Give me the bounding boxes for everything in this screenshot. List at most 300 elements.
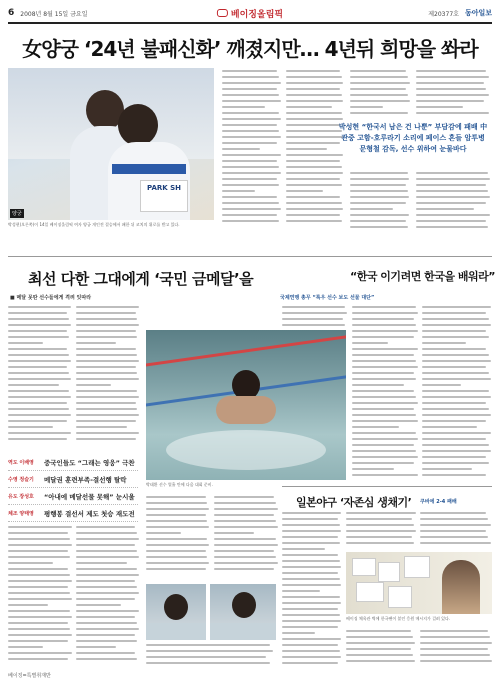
text-line [146,644,270,646]
text-line [416,88,486,90]
text-line [346,660,415,662]
text-line [76,384,111,386]
text-line [350,220,406,222]
quote-row [8,505,138,522]
article-column [420,512,492,548]
text-line [76,628,139,630]
text-line [352,330,418,332]
text-line [346,512,416,514]
quote-text: 중국인들도 “그래는 영웅” 극찬 [44,458,135,467]
text-line [222,100,281,102]
text-line [76,538,139,540]
quote-athlete: 체조 양태영 [8,510,34,517]
text-line [8,538,70,540]
text-line [350,76,408,78]
text-line [214,508,278,510]
text-line [282,324,345,326]
text-line [8,574,70,576]
text-line [214,562,278,564]
article-column [282,306,348,330]
text-line [416,94,489,96]
text-line [286,100,343,102]
text-line [282,644,338,646]
text-line [422,450,491,452]
text-line [8,562,53,564]
issue-date: 2008년 8월 15일 금요일 [20,10,88,18]
text-line [282,318,343,320]
article-column [76,526,140,666]
masthead-rule [8,22,492,24]
text-line [286,88,340,90]
text-line [422,360,491,362]
text-line [222,136,281,138]
text-line [76,532,137,534]
masthead [8,6,492,20]
text-line [286,118,343,120]
text-line [146,514,206,516]
text-line [76,420,136,422]
text-line [76,550,137,552]
text-line [222,106,265,108]
text-line [352,348,418,350]
text-line [416,178,490,180]
text-line [76,390,137,392]
text-line [352,378,416,380]
text-line [346,530,416,532]
section-divider [282,486,492,487]
text-line [8,378,71,380]
text-line [8,354,69,356]
text-line [8,402,67,404]
text-line [76,426,127,428]
text-line [422,408,489,410]
text-line [416,100,484,102]
text-line [8,414,71,416]
quote-text: 메달권 훈련부족-결선행 탈락 [44,475,127,484]
text-line [352,324,416,326]
text-line [222,202,279,204]
text-line [286,94,342,96]
text-line [76,342,116,344]
text-line [282,548,325,550]
text-line [8,586,68,588]
text-line [282,512,341,514]
quote-athlete: 수영 정슬기 [8,476,34,483]
text-line [346,630,411,632]
text-line [422,354,489,356]
text-line [420,654,490,656]
text-line [76,438,136,440]
text-line [8,634,72,636]
text-line [352,450,416,452]
quote-athlete: 유도 장성호 [8,493,34,500]
text-line [222,88,277,90]
text-line [282,560,340,562]
text-line [146,538,207,540]
text-line [286,160,340,162]
text-line [8,616,72,618]
text-line [214,520,276,522]
article-column [222,70,282,230]
text-line [422,396,491,398]
text-line [76,372,137,374]
article-column [350,172,410,232]
text-line [8,658,68,660]
text-line [222,178,277,180]
text-line [416,202,486,204]
japan-section-title: 일본야구 ‘자존심 생채기’ [296,496,412,509]
text-line [8,628,70,630]
photo-caption: 박성현(오른쪽)이 14일 베이징올림픽 여자 양궁 개인전 결승에서 패한 뒤 코치의 위로를 받고 있다. [8,222,180,227]
section-banner [217,7,283,20]
text-line [416,76,489,78]
text-line [8,532,68,534]
left-section-title: 최선 다한 그대에게 ‘국민 금메달’을 [28,270,254,288]
text-line [422,324,491,326]
text-line [352,420,418,422]
text-line [350,82,410,84]
quote-athlete: 역도 이배영 [8,459,34,466]
section-divider [8,256,492,257]
text-line [422,372,489,374]
article-column [8,526,72,666]
text-line [76,378,139,380]
text-line [214,544,278,546]
article-column [286,70,344,230]
text-line [420,524,491,526]
text-line [222,214,277,216]
text-line [76,592,139,594]
text-line [416,184,486,186]
article-column [352,306,418,480]
quote-row [8,471,138,488]
text-line [146,502,207,504]
text-line [352,390,414,392]
text-line [422,336,489,338]
text-line [76,622,137,624]
text-line [416,172,488,174]
text-line [352,456,418,458]
text-line [8,438,67,440]
text-line [8,604,48,606]
text-line [146,526,209,528]
text-line [222,160,277,162]
text-line [422,402,486,404]
right-section-title: “한국 이기려면 한국을 배워라” [350,270,495,283]
text-line [352,462,414,464]
text-line [8,312,67,314]
text-line [76,396,139,398]
text-line [420,630,488,632]
text-line [422,432,491,434]
text-line [350,88,406,90]
text-line [350,214,409,216]
text-line [146,562,209,564]
text-line [346,524,414,526]
text-line [76,616,135,618]
right-section-kicker: 국제연맹 총무 “록우 선수 보도 선물 대단” [280,295,375,301]
text-line [286,106,332,108]
text-line [352,444,414,446]
text-line [350,196,409,198]
text-line [8,556,70,558]
text-line [222,184,279,186]
text-line [422,330,486,332]
text-line [282,306,345,308]
text-line [8,580,72,582]
photo-tag: 양궁 [12,211,22,217]
text-line [416,220,486,222]
text-line [352,336,414,338]
text-line [282,614,340,616]
text-line [352,312,418,314]
text-line [352,408,414,410]
text-line [76,432,139,434]
text-line [76,312,136,314]
text-line [286,70,340,72]
text-line [282,620,341,622]
text-line [146,662,270,664]
article-column [346,512,416,548]
swimmer-portrait [146,584,206,640]
text-line [8,526,72,528]
text-line [8,318,69,320]
text-line [76,408,137,410]
text-line [76,414,139,416]
text-line [76,634,135,636]
text-line [8,592,70,594]
text-line [8,646,43,648]
text-line [282,542,340,544]
text-line [8,640,68,642]
text-line [422,456,486,458]
text-line [350,112,408,114]
text-line [76,318,137,320]
article-column [420,630,492,668]
text-line [352,318,414,320]
masthead-right [428,8,492,18]
wall-photo [346,552,492,614]
left-section-kicker: ■ 메달 못딴 선수들에게 격려 잇따라 [10,295,92,301]
text-line [76,646,116,648]
text-line [146,532,181,534]
text-line [222,130,279,132]
text-line [214,538,276,540]
text-line [350,226,408,228]
text-line [282,608,338,610]
text-line [8,544,72,546]
text-line [422,474,486,476]
text-line [420,660,492,662]
text-line [352,366,418,368]
page-number: 6 [8,8,15,18]
text-line [8,366,67,368]
text-line [416,226,488,228]
text-line [350,178,409,180]
text-line [350,208,393,210]
text-line [282,536,338,538]
text-line [8,342,43,344]
text-line [8,432,71,434]
text-line [286,136,343,138]
text-line [422,468,472,470]
archery-photo [8,68,214,220]
text-line [222,142,277,144]
quote-text: “아내에 메달선물 못해” 눈시울 [44,492,135,501]
text-line [222,82,281,84]
text-line [282,524,340,526]
text-line [422,438,486,440]
text-line [76,330,136,332]
text-line [222,166,279,168]
article-column [416,172,490,232]
sidebar-subhead: 박성현 “한국서 남은 건 나뿐” 부담감에 패배 中 관중 고함-호루라기 소리에 페이스 흔들 암투병 문형철 감독, 선수 위하여 눈물바다 [338,123,488,153]
text-line [76,366,136,368]
text-line [76,658,137,660]
text-line [420,648,488,650]
edition-number: 제20377호 [428,10,459,18]
text-line [76,526,135,528]
article-column [76,306,140,446]
text-line [422,348,486,350]
text-line [416,208,474,210]
text-line [350,106,383,108]
text-line [350,172,408,174]
text-line [76,360,139,362]
text-line [352,396,416,398]
text-line [420,536,488,538]
text-line [352,306,416,308]
text-line [282,554,338,556]
article-column [8,306,72,446]
quote-row [8,488,138,505]
text-line [282,596,340,598]
text-line [350,70,406,72]
text-line [422,420,486,422]
athlete-bib: PARK SH [140,180,188,212]
text-line [146,650,273,652]
text-line [222,208,281,210]
article-column [146,644,276,668]
text-line [8,390,69,392]
text-line [422,390,489,392]
text-line [286,190,323,192]
text-line [214,502,276,504]
text-line [8,360,71,362]
text-line [286,142,340,144]
text-line [146,496,206,498]
swimming-photo [146,330,346,480]
text-line [76,324,139,326]
text-line [352,372,414,374]
quote-list [8,454,138,522]
text-line [282,632,315,634]
text-line [76,610,139,612]
text-line [286,124,340,126]
text-line [282,584,341,586]
text-line [222,148,260,150]
text-line [146,550,206,552]
byline: 베이징=특별취재반 [8,673,51,679]
text-line [222,124,277,126]
text-line [8,384,59,386]
text-line [422,378,491,380]
text-line [422,444,489,446]
text-line [76,574,139,576]
text-line [222,76,279,78]
text-line [282,638,341,640]
text-line [8,336,69,338]
text-line [422,462,489,464]
text-line [146,568,206,570]
text-line [282,650,340,652]
text-line [76,354,137,356]
text-line [76,598,135,600]
text-line [8,598,72,600]
text-line [76,604,121,606]
text-line [286,208,343,210]
text-line [214,532,254,534]
text-line [286,82,343,84]
text-line [416,106,463,108]
text-line [350,94,408,96]
text-line [352,384,404,386]
text-line [76,336,137,338]
text-line [222,196,277,198]
text-line [420,636,490,638]
text-line [76,562,127,564]
text-line [8,324,71,326]
section-title: 베이징올림픽 [230,9,284,20]
text-line [222,220,279,222]
text-line [346,542,414,544]
text-line [222,70,277,72]
text-line [282,572,338,574]
text-line [420,542,491,544]
text-line [350,202,406,204]
quote-text: 평행봉 결선서 제도 첫승 재도전 [44,509,135,518]
text-line [346,642,415,644]
text-line [8,396,71,398]
text-line [282,656,341,658]
text-line [286,76,342,78]
text-line [8,568,68,570]
text-line [76,556,139,558]
text-line [422,342,466,344]
text-line [352,426,399,428]
text-line [420,642,492,644]
article-column [282,512,342,668]
text-line [352,432,416,434]
paper-name: 동아일보 [464,9,492,17]
article-column [350,70,410,120]
text-line [282,566,341,568]
text-line [352,438,418,440]
text-line [214,526,278,528]
text-line [286,172,343,174]
text-line [222,118,281,120]
text-line [282,626,338,628]
text-line [350,184,406,186]
text-line [286,220,342,222]
text-line [146,508,209,510]
text-line [286,130,342,132]
text-line [76,306,139,308]
text-line [286,148,327,150]
olympic-rings-icon [217,9,228,17]
text-line [76,586,137,588]
article-column [416,70,490,120]
